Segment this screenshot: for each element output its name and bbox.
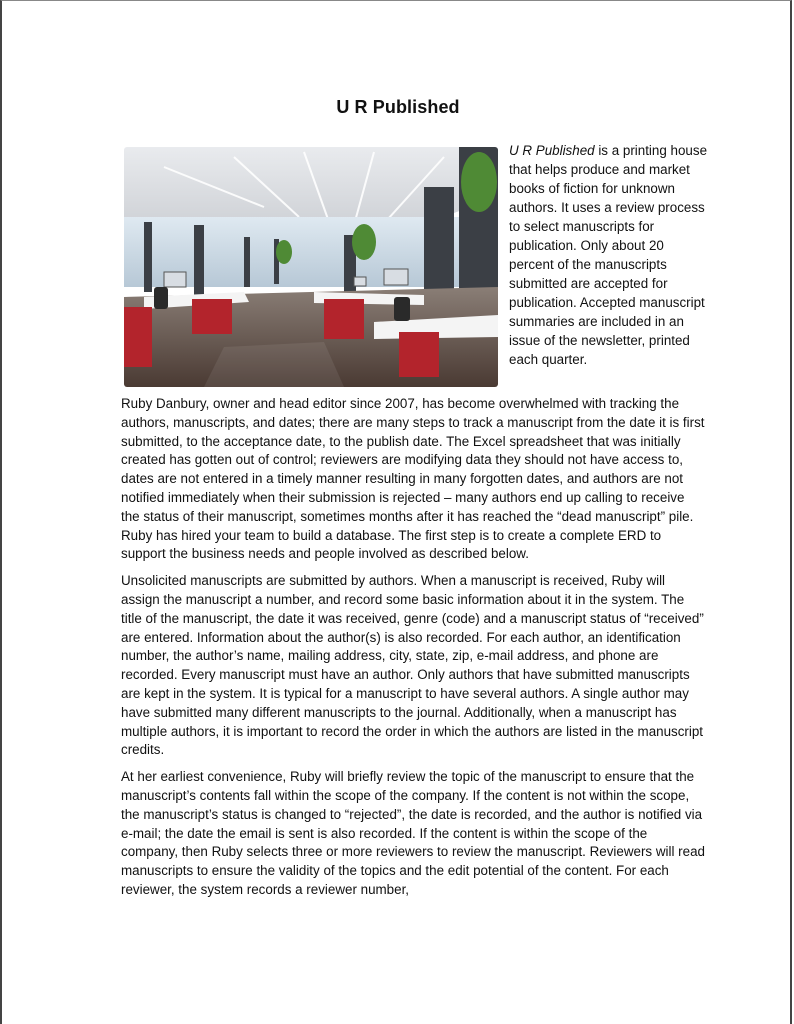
intro-paragraph [509, 141, 709, 369]
document-title: U R Published [336, 97, 460, 117]
office-photo [124, 147, 498, 387]
intro-text: is a printing house that helps produce and market books of fiction for unknown authors. It uses a review process to select manuscripts for publication. Only about 20 percent of the manuscripts submitted are accepted for publication. Accepted manuscript summaries are included in an issue of the newsletter, printed each quarter. [509, 143, 708, 367]
paragraph-background: Ruby Danbury, owner and head editor since 2007, has become overwhelmed with tracking the authors, manuscripts, and dates; there are many steps to track a manuscript from the date it is first submitted, to the acceptance date, to the publish date. The Excel spreadsheet that was initially created has gotten out of control; reviewers are modifying data they should not have access to, dates are not entered in a timely manner resulting in many forgotten dates, and authors are not notified immediately when their submission is rejected – many authors end up calling to receive the status of their manuscript, sometimes months after it has reached the “dead manuscript” pile. Ruby has hired your team to build a database. The first step is to create a complete ERD to support the business needs and people involved as described below. [121, 396, 705, 562]
paragraph-manuscripts: Unsolicited manuscripts are submitted by authors. When a manuscript is received, Ruby will assign the manuscript a number, and record some basic information about it in the system. The title of the manuscript, the date it was received, genre (code) and a manuscript status of “received” are entered. Information about the author(s) is also recorded. For each author, an identification number, the author’s name, mailing address, city, state, zip, e-mail address, and phone are recorded. Every manuscript must have an author. Only authors that have submitted manuscripts are kept in the system. It is typical for a manuscript to have several authors. A single author may have submitted many different manuscripts to the journal. Additionally, when a manuscript has multiple authors, it is important to record the order in which the authors are listed in the manuscript credits. [121, 573, 704, 758]
paragraph-review: At her earliest convenience, Ruby will briefly review the topic of the manuscript to ensure that the manuscript’s contents fall within the scope of the company. If the content is not within the scope, the manuscript’s status is changed to “rejected”, the date is recorded, and the author is notified via e-mail; the date the email is sent is also recorded. If the content is within the scope of the company, then Ruby selects three or more reviewers to review the manuscript. Reviewers will read manuscripts to ensure the validity of the topics and the edit potential of the content. For each reviewer, the system records a reviewer number, [121, 769, 705, 897]
company-name-italic: U R Published [509, 143, 595, 158]
office-photo-illustration [124, 147, 498, 387]
body-text [121, 395, 705, 908]
